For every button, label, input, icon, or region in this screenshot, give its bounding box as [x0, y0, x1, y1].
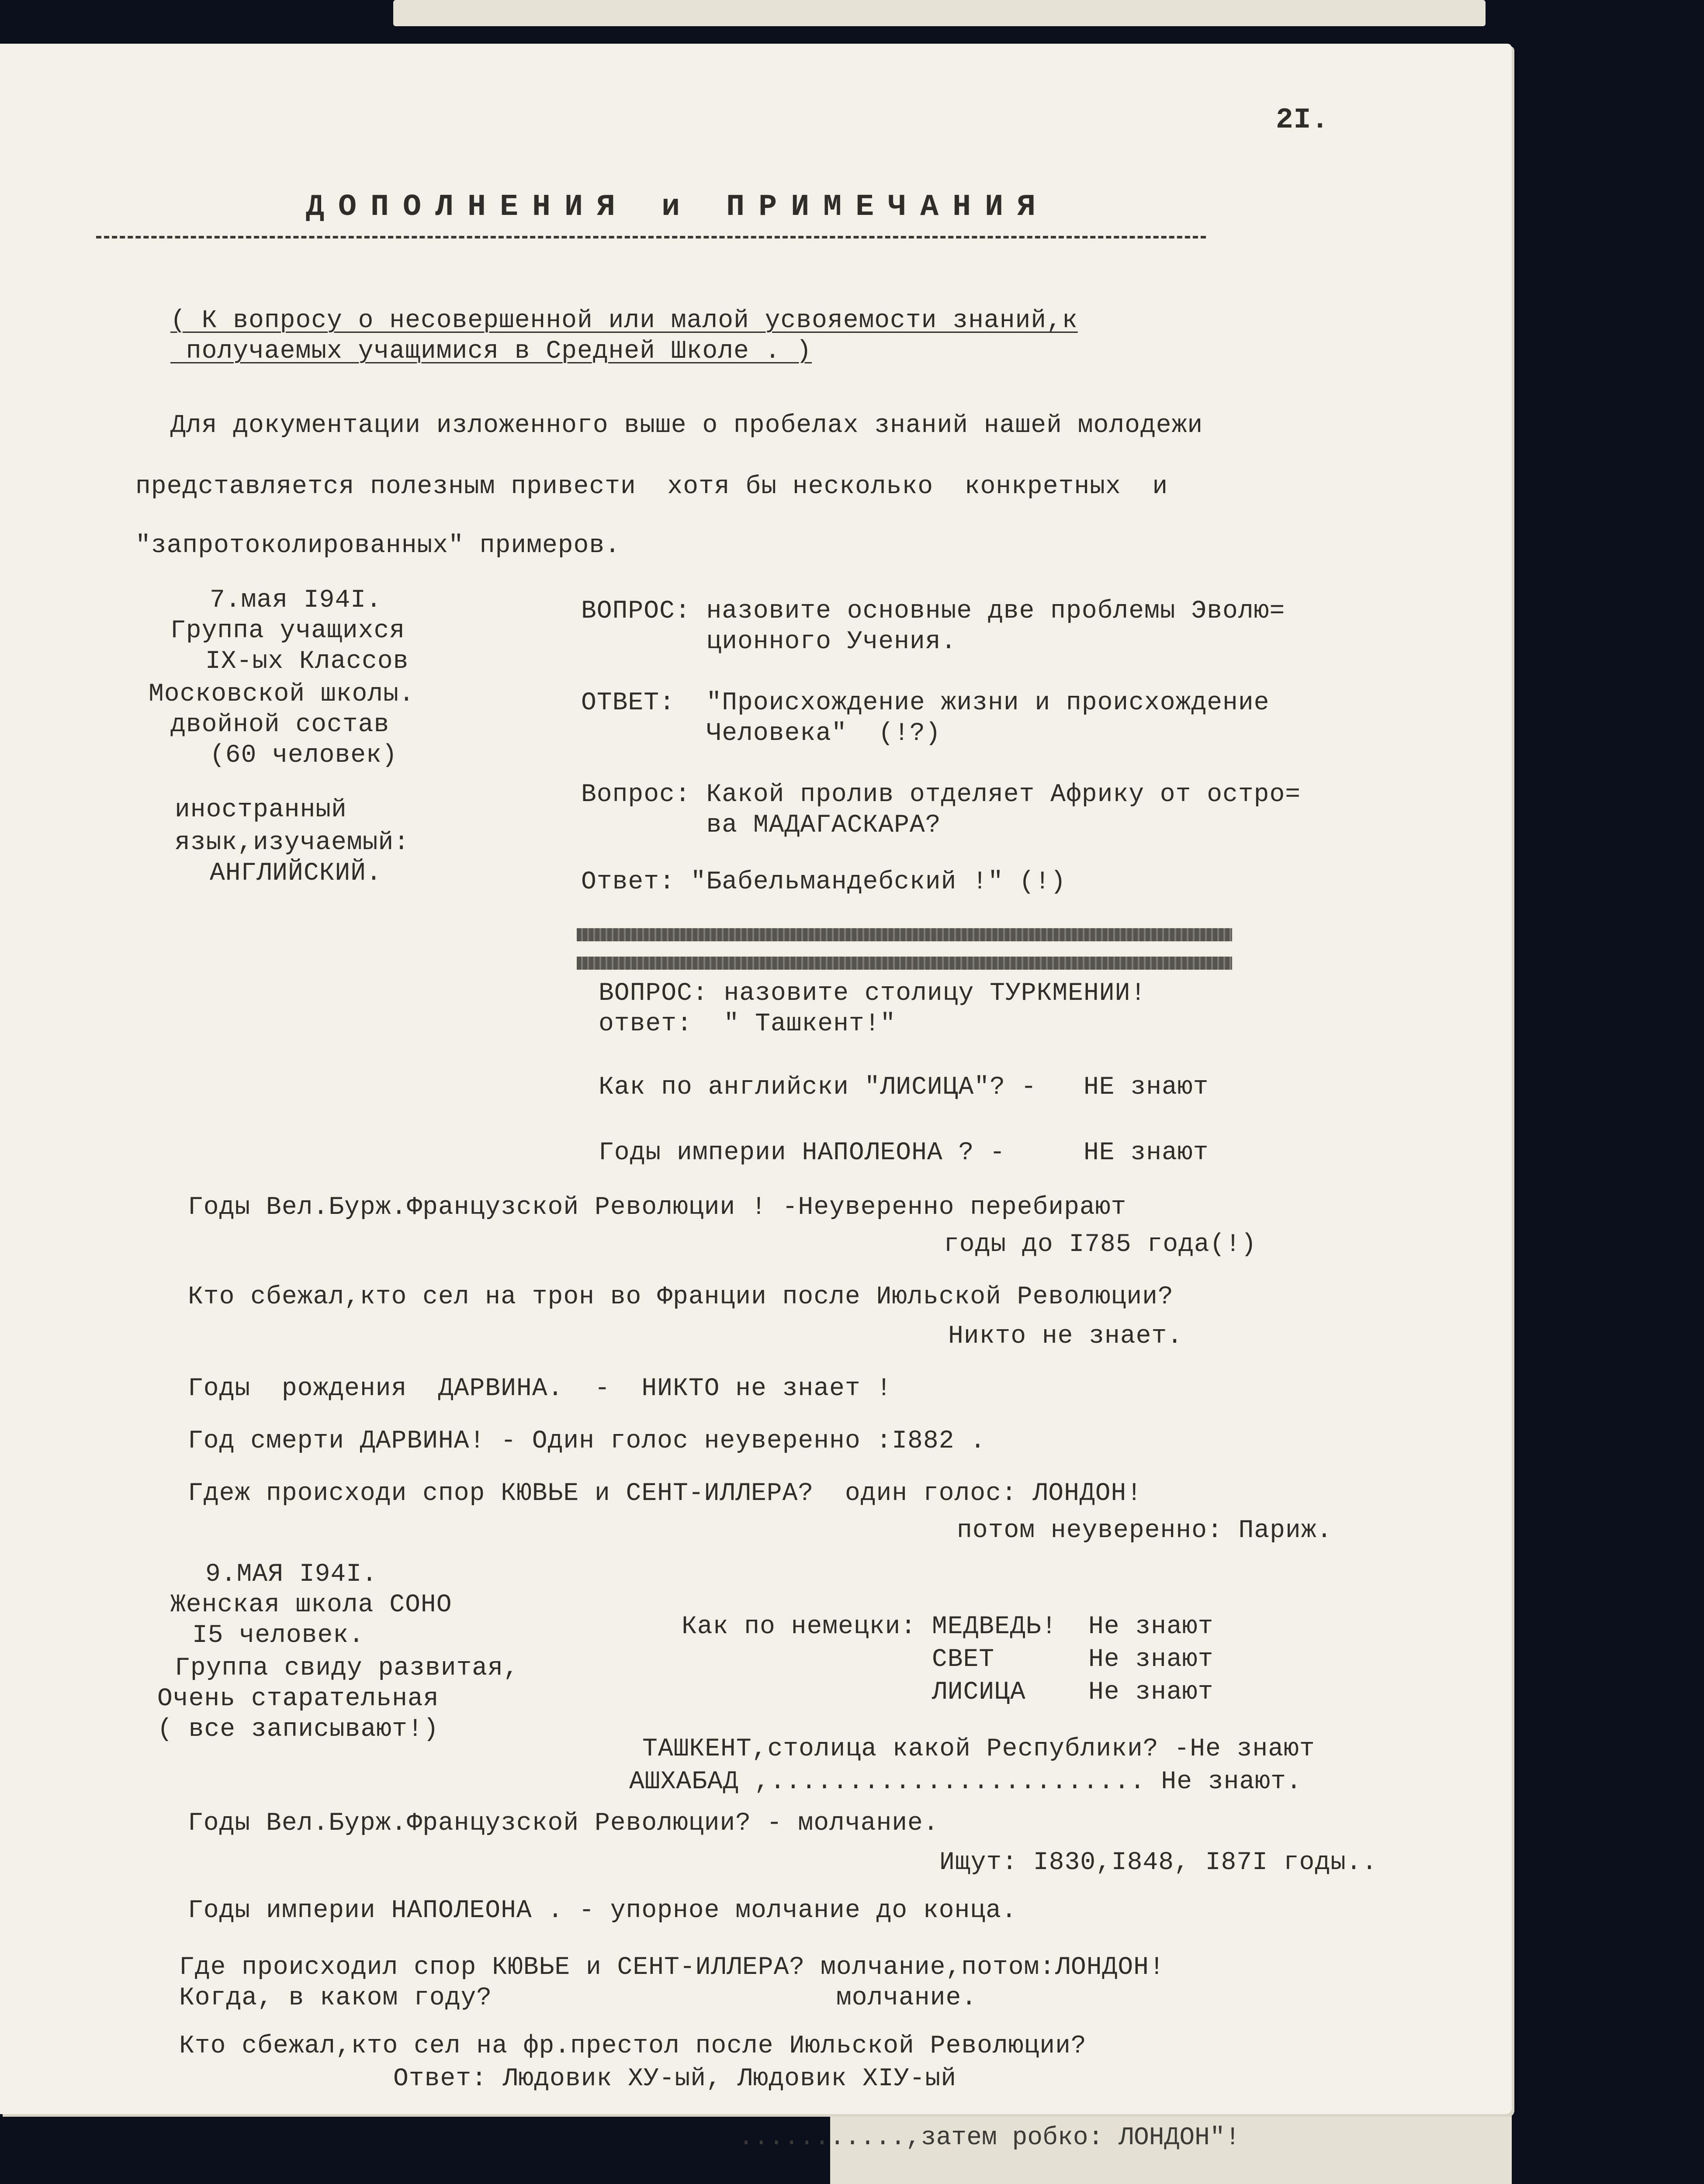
underlying-page-top	[393, 0, 1486, 26]
left1-line-5: двойной состав	[170, 711, 390, 739]
left1-line-6: (60 человек)	[210, 741, 398, 770]
q1-line-1: Годы Вел.Бурж.Французской Революции ! -Неуверенно перебирают	[188, 1193, 1127, 1222]
left2-line-6: ( все записывают!)	[157, 1715, 439, 1744]
qa2-line-5: АШХАБАД ,........................ Не знают.	[629, 1768, 1302, 1796]
qa1-line-4: Человека" (!?)	[581, 719, 941, 748]
q1-line-3: Кто сбежал,кто сел на трон во Франции после Июльской Революции?	[188, 1283, 1174, 1311]
underlying-page-text: ...........,затем робко: ЛОНДОН"!	[738, 2124, 1240, 2152]
q2-line-2: Ищут: I830,I848, I87I годы..	[939, 1849, 1378, 1877]
left1-line-1: 7.мая I94I.	[210, 586, 382, 615]
qa1-line-1: ВОПРОС: назовите основные две проблемы Эволю=	[581, 597, 1285, 625]
q1-line-8: потом неуверенно: Париж.	[957, 1517, 1333, 1545]
q2-line-6: Кто сбежал,кто сел на фр.престол после Июльской Революции?	[179, 2032, 1087, 2060]
q1-line-5: Годы рождения ДАРВИНА. - НИКТО не знает !	[188, 1375, 892, 1403]
left1-line-4: Московской школы.	[149, 680, 415, 708]
subtitle-line-2: получаемых учащимися в Средней Школе . )	[170, 337, 812, 366]
q1-line-2: годы до I785 года(!)	[944, 1230, 1257, 1259]
qa2-line-1: Как по немецки: МЕДВЕДЬ! Не знают	[682, 1613, 1214, 1641]
qa1-line-9: ответ: " Ташкент!"	[599, 1010, 896, 1038]
left2-line-3: I5 человек.	[192, 1621, 364, 1650]
struck-out-line-2	[577, 957, 1232, 970]
left2-line-2: Женская школа СОНО	[170, 1591, 452, 1619]
title-rule	[96, 236, 1206, 238]
left2-line-1: 9.МАЯ I94I.	[205, 1560, 378, 1589]
q2-line-7: Ответ: Людовик ХУ-ый, Людовик XIУ-ый	[393, 2065, 957, 2093]
qa1-line-3: ОТВЕТ: "Происхождение жизни и происхождение	[581, 689, 1270, 717]
qa1-line-6: ва МАДАГАСКАРА?	[581, 811, 941, 840]
left2-line-5: Очень старательная	[157, 1685, 439, 1713]
left2-line-4: Группа свиду развитая,	[175, 1654, 519, 1683]
struck-out-line-1	[577, 928, 1232, 941]
qa1-line-11: Годы империи НАПОЛЕОНА ? - НЕ знают	[599, 1139, 1209, 1167]
left1-line-2: Группа учащихся	[170, 617, 405, 645]
page-title: ДОПОЛНЕНИЯ и ПРИМЕЧАНИЯ	[306, 190, 1050, 225]
q2-line-1: Годы Вел.Бурж.Французской Революции? - молчание.	[188, 1809, 939, 1838]
q2-line-3: Годы империи НАПОЛЕОНА . - упорное молчание до конца.	[188, 1897, 1017, 1925]
qa2-line-2: СВЕТ Не знают	[682, 1645, 1214, 1674]
page-number: 2I.	[1276, 104, 1329, 136]
q2-line-5: Когда, в каком году? молчание.	[179, 1984, 977, 2012]
q1-line-6: Год смерти ДАРВИНА! - Один голос неуверенно :I882 .	[188, 1427, 986, 1455]
intro-line-2: представляется полезным привести хотя бы несколько конкретных и	[135, 473, 1168, 501]
qa1-line-7: Ответ: "Бабельмандебский !" (!)	[581, 868, 1066, 896]
intro-line-3: "запротоколированных" примеров.	[135, 532, 620, 560]
qa2-line-4: ТАШКЕНТ,столица какой Республики? -Не знают	[642, 1735, 1315, 1763]
qa1-line-2: ционного Учения.	[581, 628, 957, 656]
left1-line-3: IX-ых Классов	[205, 647, 409, 676]
left1-line-7: иностранный	[175, 796, 347, 824]
qa2-line-3: ЛИСИЦА Не знают	[682, 1678, 1214, 1707]
subtitle-line-1: ( К вопросу о несовершенной или малой усвояемости знаний,к	[170, 307, 1078, 335]
q1-line-7: Гдеж происходи спор КЮВЬЕ и СЕНТ-ИЛЛЕРА? один голос: ЛОНДОН!	[188, 1479, 1143, 1508]
q2-line-4: Где происходил спор КЮВЬЕ и СЕНТ-ИЛЛЕРА? молчание,потом:ЛОНДОН!	[179, 1953, 1165, 1982]
qa1-line-8: ВОПРОС: назовите столицу ТУРКМЕНИИ!	[599, 979, 1146, 1008]
qa1-line-5: Вопрос: Какой пролив отделяет Африку от остро=	[581, 781, 1301, 809]
qa1-line-10: Как по английски "ЛИСИЦА"? - НЕ знают	[599, 1073, 1209, 1102]
intro-line-1: Для документации изложенного выше о пробелах знаний нашей молодежи	[170, 411, 1203, 440]
q1-line-4: Никто не знает.	[948, 1322, 1183, 1351]
left1-line-9: АНГЛИЙСКИЙ.	[210, 859, 382, 888]
left1-line-8: язык,изучаемый:	[175, 829, 410, 857]
